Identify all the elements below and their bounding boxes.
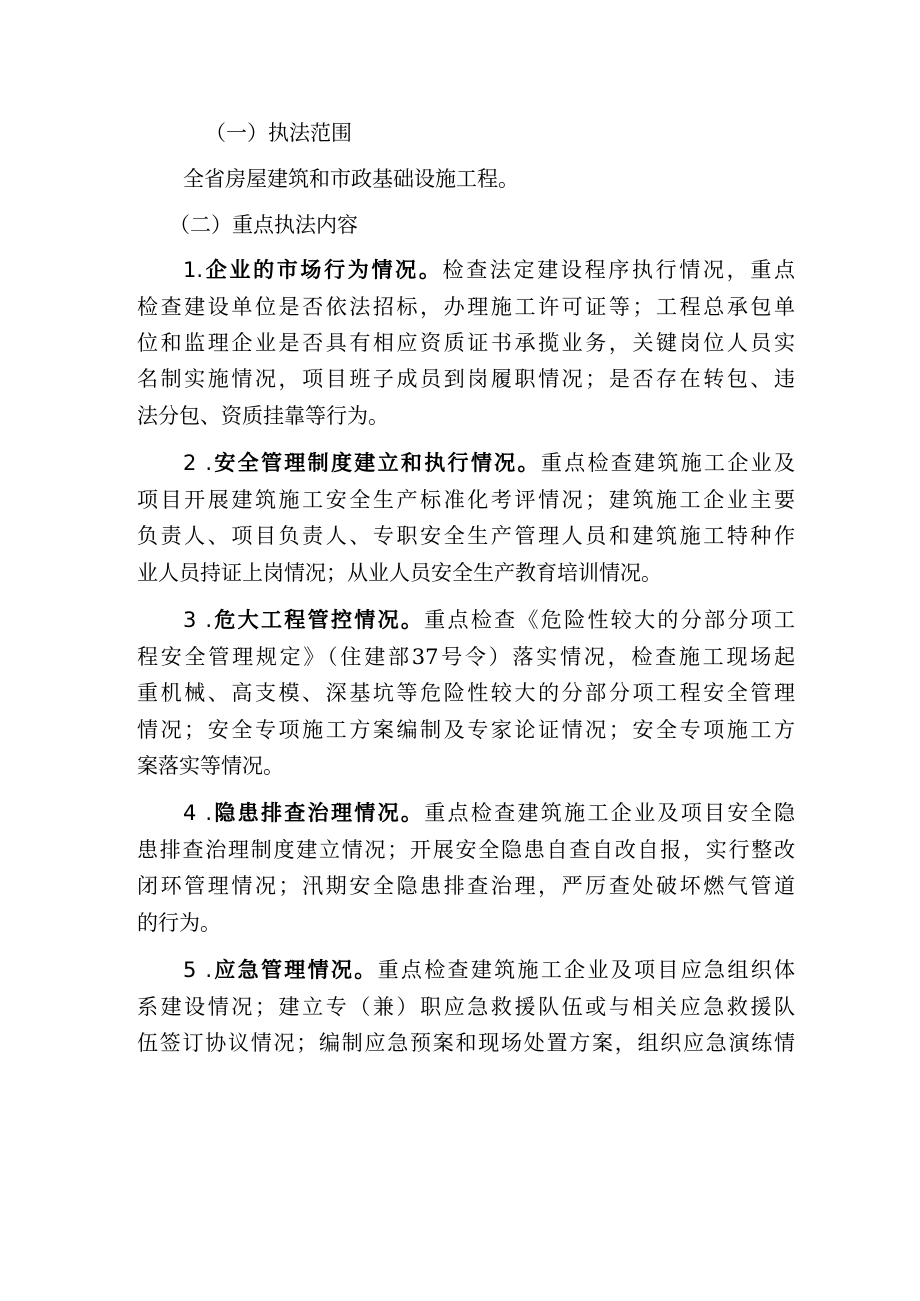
item-1-line: 位和监理企业是否具有相应资质证书承揽业务，关键岗位人员实 xyxy=(137,331,795,355)
item-5-first-line xyxy=(183,954,795,986)
item-3-text: 重点检查《危险性较大的分部分项工 xyxy=(424,608,795,632)
item-3-number: 3 . xyxy=(183,608,213,632)
item-2-title: 安全管理制度建立和执行情况。 xyxy=(212,451,541,475)
item-4-title: 隐患排查治理情况。 xyxy=(212,801,425,825)
item-5-title: 应急管理情况。 xyxy=(212,958,378,982)
item-2-line: 业人员持证上岗情况；从业人员安全生产教育培训情况。 xyxy=(137,561,662,585)
item-5-text: 重点检查建筑施工企业及项目应急组织体 xyxy=(377,958,796,982)
item-2-text: 重点检查建筑施工企业及 xyxy=(540,451,795,475)
section-body-scope: 全省房屋建筑和市政基础设施工程。 xyxy=(183,167,519,191)
item-1-line: 法分包、资质挂靠等行为。 xyxy=(137,404,389,428)
item-4-line: 患排查治理制度建立情况；开展安全隐患自查自改自报，实行整改 xyxy=(137,838,795,862)
item-3-line: 程安全管理规定》（住建部37号令）落实情况，检查施工现场起 xyxy=(137,645,795,669)
item-4-text: 重点检查建筑施工企业及项目安全隐 xyxy=(424,801,795,825)
item-1-text: 检查法定建设程序执行情况，重点 xyxy=(442,258,796,282)
item-2-first-line xyxy=(183,447,795,479)
item-2-line: 项目开展建筑施工安全生产标准化考评情况；建筑施工企业主要 xyxy=(137,488,795,512)
item-4-line: 的行为。 xyxy=(137,911,221,935)
item-4-number: 4 . xyxy=(183,801,213,825)
item-3-first-line xyxy=(183,604,795,636)
item-1-number: 1. xyxy=(183,258,204,282)
item-3-line: 情况；安全专项施工方案编制及专家论证情况；安全专项施工方 xyxy=(137,718,795,742)
item-1-first-line xyxy=(183,254,795,286)
section-heading-content: （二）重点执法内容 xyxy=(169,213,358,237)
item-1-line: 检查建设单位是否依法招标，办理施工许可证等；工程总承包单 xyxy=(137,295,795,319)
item-3-line: 案落实等情况。 xyxy=(137,754,284,778)
item-5-line: 系建设情况；建立专（兼）职应急救援队伍或与相关应急救援队 xyxy=(137,995,795,1019)
item-1-line: 名制实施情况，项目班子成员到岗履职情况；是否存在转包、违 xyxy=(137,367,795,391)
item-2-number: 2 . xyxy=(183,451,213,475)
item-4-first-line xyxy=(183,797,795,829)
section-heading-scope: （一）执法范围 xyxy=(205,121,352,145)
item-1-title: 企业的市场行为情况。 xyxy=(203,258,443,282)
item-5-line: 伍签订协议情况；编制应急预案和现场处置方案，组织应急演练情 xyxy=(137,1031,795,1055)
item-4-line: 闭环管理情况；汛期安全隐患排查治理，严厉查处破坏燃气管道 xyxy=(137,874,795,898)
item-5-number: 5 . xyxy=(183,958,213,982)
item-3-line: 重机械、高支模、深基坑等危险性较大的分部分项工程安全管理 xyxy=(137,681,795,705)
item-2-line: 负责人、项目负责人、专职安全生产管理人员和建筑施工特种作 xyxy=(137,524,795,548)
item-3-title: 危大工程管控情况。 xyxy=(212,608,425,632)
